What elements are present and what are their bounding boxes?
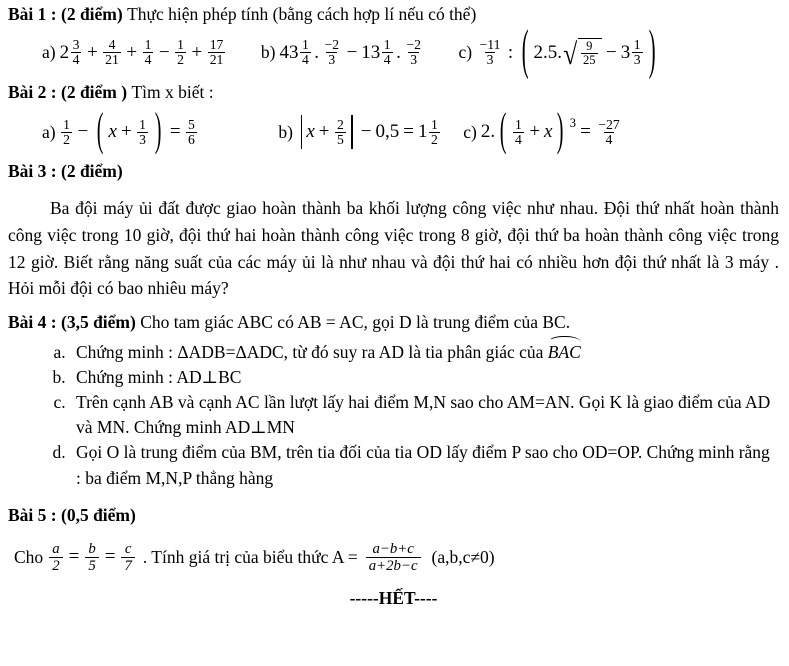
- numerator: −2: [324, 36, 340, 52]
- denominator: 21: [209, 52, 224, 68]
- operator-minus: −: [360, 121, 372, 143]
- numerator: 1: [301, 36, 309, 52]
- numerator: −11: [479, 36, 501, 52]
- bai2-title: Bài 2 : (2 điểm ): [8, 81, 128, 102]
- list-item-text: Chứng minh : ΔADB=ΔADC, từ đó suy ra AD là tia phân giác của: [76, 341, 548, 362]
- bai2-b-label: b): [278, 121, 293, 142]
- bai5-heading: [8, 505, 779, 527]
- numerator: b: [88, 540, 96, 557]
- numerator: 1: [430, 116, 438, 132]
- angle-bac-notation: [548, 338, 581, 365]
- bai2-a-expression: [60, 105, 199, 157]
- denominator: 3: [633, 52, 641, 68]
- numerator: 1: [63, 116, 70, 132]
- bai5-mid-text: . Tính giá trị của biểu thức A =: [142, 546, 358, 567]
- list-item-text: Trên cạnh AB và cạnh AC lần lượt lấy hai điểm M,N sao cho AM=AN. Gọi K là giao điểm của AD và MN. Chứng minh AD⊥MN: [76, 391, 771, 438]
- denominator: 6: [188, 131, 195, 147]
- left-parenthesis: (: [499, 105, 507, 157]
- left-parenthesis: (: [521, 20, 529, 82]
- bai2-expressions-row: [8, 105, 779, 157]
- operator-equals: =: [580, 121, 591, 143]
- denominator: 3: [486, 52, 494, 68]
- left-parenthesis: (: [96, 105, 104, 157]
- angle-label: BAC: [547, 341, 581, 362]
- numerator: 1: [633, 36, 641, 52]
- denominator: 4: [383, 52, 391, 68]
- mixed-number: [361, 38, 394, 68]
- numerator: 1: [514, 116, 522, 132]
- fraction: [208, 38, 226, 68]
- bai5-title: Bài 5 : (0,5 điểm): [8, 504, 136, 525]
- coefficient: 2.5.: [533, 41, 563, 63]
- denominator: 5: [85, 557, 98, 574]
- mixed-number: [60, 38, 83, 68]
- whole-part: 3: [620, 41, 631, 63]
- fraction: [335, 118, 346, 148]
- coefficient: 2.: [480, 121, 496, 143]
- numerator: 5: [188, 116, 195, 132]
- bai4-heading: [8, 312, 779, 334]
- denominator: 4: [514, 131, 522, 147]
- variable-x: x: [544, 121, 553, 143]
- exponent: 3: [569, 115, 577, 130]
- fraction: [429, 118, 440, 148]
- footer-het: -----HẾT----: [349, 588, 438, 609]
- fraction: [513, 118, 524, 148]
- denominator: 25: [583, 53, 596, 68]
- bai1-a-expression: [60, 38, 227, 68]
- operator-plus: +: [126, 41, 138, 63]
- fraction: [404, 38, 423, 68]
- fraction: [632, 38, 643, 68]
- bai1-expressions-row: [8, 20, 779, 82]
- bai2-heading: [8, 82, 779, 104]
- bai5-expression-row: [8, 541, 779, 575]
- right-parenthesis: ): [557, 105, 564, 157]
- bai1-heading: [8, 4, 779, 26]
- fraction: [71, 38, 82, 68]
- operator-dot: .: [396, 41, 401, 63]
- bai4-question-list: [8, 338, 779, 491]
- list-item-text: Gọi O là trung điểm của BM, trên tia đối của tia OD lấy điểm P sao cho OD=OP. Chứng minh rằng : ba điểm M,N,P thẳng hàng: [76, 442, 770, 488]
- expression-fraction: [366, 541, 421, 575]
- whole-part: 13: [361, 41, 381, 63]
- bai2-c-label: c): [463, 121, 477, 142]
- operator-dot: .: [314, 41, 320, 63]
- bai1-b-expression: [279, 38, 424, 68]
- fraction: [186, 118, 197, 148]
- bai5-expression-A: [362, 541, 423, 575]
- right-parenthesis: ): [154, 105, 162, 157]
- numerator: c: [124, 540, 132, 557]
- bai2-prompt: Tìm x biết :: [131, 81, 214, 102]
- operator-equals: =: [403, 121, 414, 143]
- denominator: 7: [121, 557, 134, 574]
- denominator: 2: [49, 557, 62, 574]
- fraction: [143, 38, 154, 68]
- denominator: 5: [337, 131, 344, 147]
- denominator: a+2b−c: [366, 557, 421, 574]
- list-item: [70, 365, 779, 390]
- numerator: 1: [139, 116, 146, 132]
- bai4-prompt: Cho tam giác ABC có AB = AC, gọi D là trung điểm của BC.: [140, 311, 571, 332]
- denominator: 21: [105, 52, 119, 68]
- bai3-heading: [8, 161, 779, 183]
- angle-arc-icon: [548, 336, 581, 343]
- variable-x: x: [306, 121, 315, 143]
- operator-divide: :: [507, 41, 514, 63]
- denominator: 2: [63, 131, 70, 147]
- fraction: [382, 38, 393, 68]
- numerator: 1: [177, 36, 184, 52]
- fraction: [596, 118, 621, 148]
- numerator: 3: [72, 36, 80, 52]
- operator-minus: −: [346, 41, 358, 63]
- bai3-body: Ba đội máy ủi đất được giao hoàn thành ba khối lượng công việc như nhau. Đội thứ nhất hoàn thành công việc trong 10 giờ, đội thứ hai hoàn thành công việc trong 8 giờ, đội thứ ba hoàn thành công việc trong 12 giờ. Biết rằng năng suất của các máy ủi là như nhau và đội thứ hai có nhiều hơn đội thứ nhất là 3 máy . Hỏi mỗi đội có bao nhiêu máy?: [8, 198, 779, 299]
- bai5-condition: (a,b,c≠0): [431, 546, 495, 567]
- whole-part: 43: [279, 41, 299, 63]
- numerator: 9: [586, 39, 593, 54]
- denominator: 3: [410, 52, 418, 68]
- operator-plus: +: [86, 41, 98, 63]
- operator-plus: +: [120, 121, 132, 143]
- bai1-prompt: Thực hiện phép tính (bằng cách hợp lí nếu có thể): [127, 4, 477, 24]
- fraction: [103, 38, 121, 68]
- list-item: [70, 440, 779, 490]
- fraction: [61, 118, 72, 148]
- denominator: 2: [430, 131, 438, 147]
- mixed-number: [418, 118, 441, 148]
- numerator: 2: [337, 116, 344, 132]
- bai4-title: Bài 4 : (3,5 điểm): [8, 311, 136, 332]
- absolute-value-bar-right: [351, 115, 352, 149]
- fraction: [581, 40, 598, 67]
- operator-minus: −: [158, 41, 170, 63]
- list-item: [70, 338, 779, 365]
- denominator: 3: [139, 131, 146, 147]
- fraction: [323, 38, 342, 68]
- list-item-text: Chứng minh : AD⊥BC: [76, 366, 242, 387]
- numerator: 1: [144, 36, 152, 52]
- numerator: −27: [598, 116, 620, 132]
- operator-minus: −: [77, 121, 89, 143]
- fraction: [300, 38, 311, 68]
- numerator: 17: [209, 36, 224, 52]
- bai3-title: Bài 3 : (2 điểm): [8, 161, 123, 182]
- fraction-b-over-5: [85, 541, 98, 575]
- bai2-a-label: a): [42, 121, 56, 142]
- whole-part: 1: [417, 121, 428, 143]
- square-root: [562, 37, 602, 71]
- operator-plus: +: [318, 121, 330, 143]
- operator-plus: +: [191, 41, 203, 63]
- fraction-c-over-7: [121, 541, 134, 575]
- bai1-c-expression: [476, 20, 660, 82]
- numerator: −2: [406, 36, 421, 52]
- variable-x: x: [108, 121, 117, 143]
- whole-part: 2: [59, 41, 70, 63]
- operator-minus: −: [606, 41, 617, 63]
- bai2-c-expression: [480, 105, 623, 157]
- operator-equals: =: [68, 546, 80, 568]
- absolute-value-bar-left: [301, 115, 302, 149]
- fraction: [137, 118, 148, 148]
- fraction: [175, 38, 186, 68]
- bai1-b-label: b): [260, 42, 276, 63]
- numerator: 1: [383, 36, 391, 52]
- mixed-number: [279, 38, 312, 68]
- bai5-expression: [47, 541, 137, 575]
- denominator: 4: [72, 52, 80, 68]
- mixed-number: [621, 38, 644, 68]
- numerator: a−b+c: [372, 540, 414, 557]
- fraction-a-over-2: [49, 541, 62, 575]
- bai2-b-expression: [297, 115, 441, 149]
- denominator: 2: [177, 52, 184, 68]
- bai1-a-label: a): [42, 42, 56, 63]
- denominator: 4: [605, 131, 613, 147]
- denominator: 3: [328, 52, 336, 68]
- bai5-lead-text: Cho: [14, 546, 44, 567]
- bai1-title: Bài 1 : (2 điểm): [8, 4, 123, 24]
- operator-plus: +: [529, 121, 541, 143]
- right-parenthesis: ): [648, 20, 656, 82]
- bai1-c-label: c): [458, 42, 473, 63]
- operator-equals: =: [104, 546, 116, 568]
- numerator: 4: [108, 36, 116, 52]
- denominator: 4: [144, 52, 152, 68]
- decimal-value: 0,5: [375, 121, 400, 143]
- fraction: [478, 38, 503, 68]
- list-item: [70, 390, 779, 440]
- radical-icon: √: [563, 37, 578, 71]
- operator-equals: =: [169, 121, 181, 143]
- denominator: 4: [301, 52, 309, 68]
- numerator: a: [52, 540, 60, 557]
